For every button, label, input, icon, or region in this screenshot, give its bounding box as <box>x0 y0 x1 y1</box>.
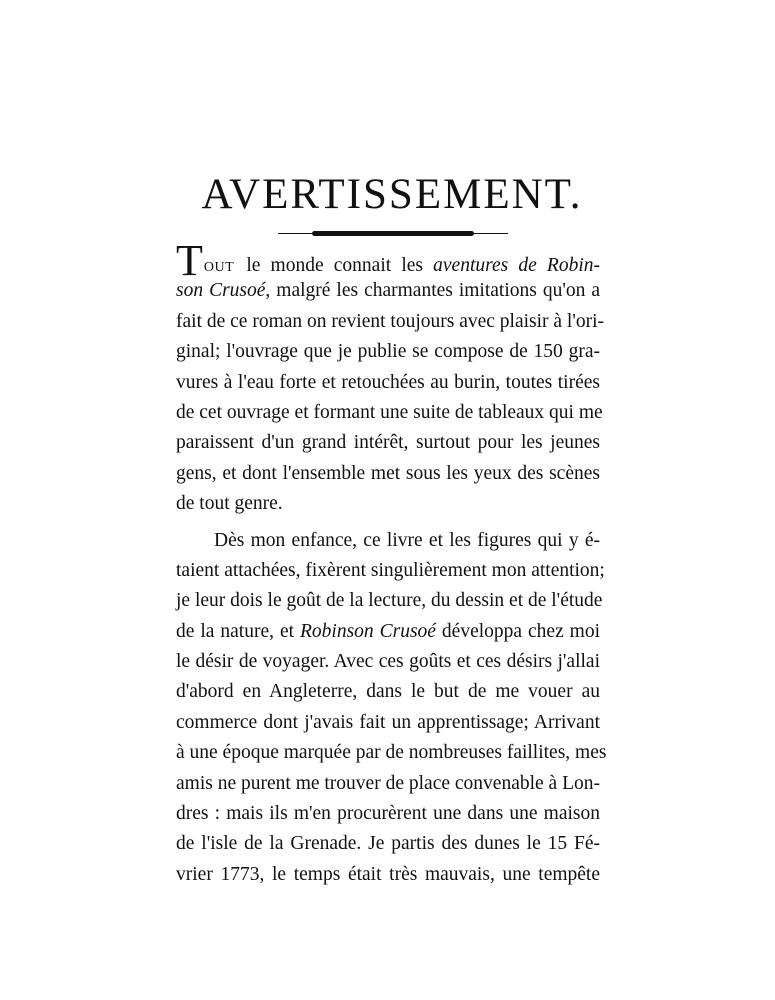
text-line: je leur dois le goût de la lecture, du dessin et de l'étude <box>176 590 603 612</box>
text-line: gens, et dont l'ensemble met sous les yeux des scènes <box>176 462 600 484</box>
text-line <box>176 276 600 306</box>
text-run: le monde connait les <box>246 255 423 276</box>
text-line: commerce dont j'avais fait un apprentissage; Arrivant <box>176 711 600 733</box>
ornament-thick-line <box>312 231 474 236</box>
text-line: paraissent d'un grand intérêt, surtout pour les jeunes <box>176 432 600 454</box>
text-line: dres : mais ils m'en procurèrent une dans une maison <box>176 803 600 825</box>
text-line: d'abord en Angleterre, dans le but de me vouer au <box>176 681 600 703</box>
text-line <box>176 236 601 285</box>
text-line: de cet ouvrage et formant une suite de tableaux qui me <box>176 401 603 423</box>
text-line: le désir de voyager. Avec ces goûts et ces désirs j'allai <box>176 651 600 673</box>
text-line: de l'isle de la Grenade. Je partis des dunes le 15 Fé- <box>176 833 600 855</box>
page-title: AVERTISSEMENT. <box>201 171 583 218</box>
text-line: vrier 1773, le temps était très mauvais, une tempête <box>176 863 600 885</box>
drop-cap: T <box>176 236 203 285</box>
text-run: , malgré les charmantes imitations qu'on a <box>265 280 600 302</box>
italic-run: Robinson Crusoé <box>299 620 436 642</box>
text-line <box>176 617 600 647</box>
text-line: Dès mon enfance, ce livre et les figures qui y é- <box>214 529 600 551</box>
title-ornament-rule <box>278 231 508 237</box>
italic-run: aventures de Robin- <box>433 255 601 276</box>
paragraph-2 <box>176 526 607 891</box>
text-line: taient attachées, fixèrent singulièrement mon attention; <box>176 559 605 581</box>
lead-small-caps: OUT <box>203 260 235 275</box>
text-line: fait de ce roman on revient toujours avec plaisir à l'ori- <box>176 310 605 332</box>
italic-run: son Crusoé <box>176 280 266 302</box>
body-text <box>176 236 607 890</box>
text-line: amis ne purent me trouver de place convenable à Lon- <box>176 772 600 794</box>
text-line: ginal; l'ouvrage que je publie se compose de 150 gra- <box>176 341 600 363</box>
text-run: développa chez moi <box>441 620 601 642</box>
paragraph-1 <box>176 236 605 520</box>
text-run: de la nature, et <box>176 620 295 642</box>
text-line: à une époque marquée par de nombreuses faillites, mes <box>176 742 607 764</box>
text-line: de tout genre. <box>176 493 283 515</box>
text-line: vures à l'eau forte et retouchées au burin, toutes tirées <box>176 371 600 393</box>
